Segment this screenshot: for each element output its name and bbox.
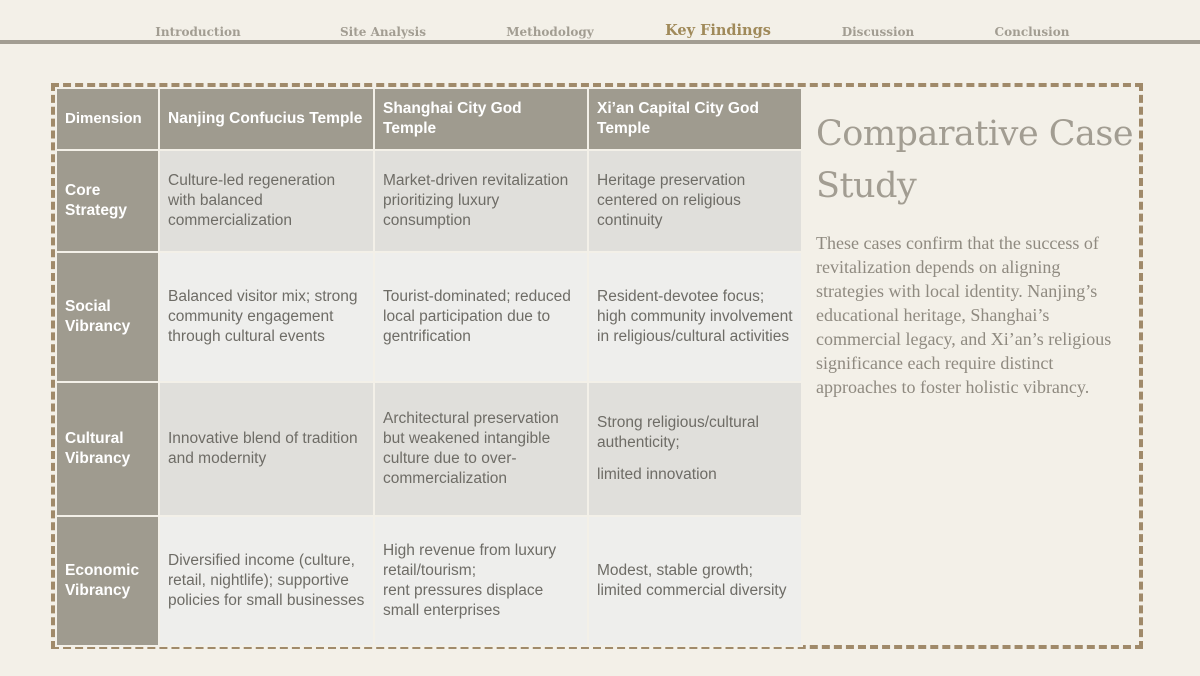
- cell-nanjing-social-vibrancy: Balanced visitor mix; strong community engagement through cultural events: [159, 252, 374, 382]
- header-nanjing: Nanjing Confucius Temple: [159, 88, 374, 150]
- nav-divider: [0, 40, 1200, 44]
- comparison-table: [55, 87, 803, 647]
- cell-nanjing-economic-vibrancy: Diversified income (culture, retail, nightlife); supportive policies for small businesses: [159, 516, 374, 646]
- row-head-economic-vibrancy: Economic Vibrancy: [56, 516, 159, 646]
- table-header-row: [56, 88, 802, 150]
- table-row: [56, 382, 802, 516]
- cell-shanghai-economic-line-2: rent pressures displace small enterprises: [383, 582, 544, 619]
- table-row: [56, 150, 802, 252]
- cell-nanjing-core-strategy: Culture-led regeneration with balanced commercialization: [159, 150, 374, 252]
- cell-shanghai-core-strategy: Market-driven revitalization prioritizing luxury consumption: [374, 150, 588, 252]
- row-head-cultural-vibrancy: Cultural Vibrancy: [56, 382, 159, 516]
- nav-item-discussion[interactable]: Discussion: [841, 25, 915, 39]
- nav-item-conclusion[interactable]: Conclusion: [994, 25, 1070, 39]
- cell-shanghai-social-vibrancy: Tourist-dominated; reduced local participation due to gentrification: [374, 252, 588, 382]
- header-dimension: Dimension: [56, 88, 159, 150]
- table-row: [56, 516, 802, 646]
- cell-xian-cultural-vibrancy: [588, 382, 802, 516]
- nav-item-key-findings[interactable]: Key Findings: [665, 22, 771, 39]
- header-xian: Xi’an Capital City God Temple: [588, 88, 802, 150]
- side-panel-title: Comparative Case Study: [816, 114, 1134, 206]
- cell-xian-cultural-line-2: limited innovation: [597, 466, 717, 483]
- table-row: [56, 252, 802, 382]
- cell-xian-social-vibrancy: Resident-devotee focus; high community involvement in religious/cultural activities: [588, 252, 802, 382]
- row-head-social-vibrancy: Social Vibrancy: [56, 252, 159, 382]
- cell-shanghai-economic-vibrancy: [374, 516, 588, 646]
- top-nav: [0, 0, 1200, 46]
- side-panel-body: These cases confirm that the success of revitalization depends on aligning strategies with local identity. Nanjing’s educational heritage, Shanghai’s commercial legacy, and Xi’an’s religious significance each require distinct approaches to foster holistic vibrancy.: [816, 233, 1112, 397]
- header-shanghai: Shanghai City God Temple: [374, 88, 588, 150]
- nav-item-methodology[interactable]: Methodology: [506, 25, 594, 39]
- cell-xian-cultural-line-1: Strong religious/cultural authenticity;: [597, 414, 759, 451]
- cell-shanghai-economic-line-1: High revenue from luxury retail/tourism;: [383, 542, 557, 579]
- nav-item-site-analysis[interactable]: Site Analysis: [340, 25, 426, 39]
- cell-xian-economic-vibrancy: Modest, stable growth; limited commercial diversity: [588, 516, 802, 646]
- cell-shanghai-cultural-vibrancy: Architectural preservation but weakened intangible culture due to over-commercialization: [374, 382, 588, 516]
- cell-nanjing-cultural-vibrancy: Innovative blend of tradition and modernity: [159, 382, 374, 516]
- cell-xian-core-strategy: Heritage preservation centered on religious continuity: [588, 150, 802, 252]
- row-head-core-strategy: Core Strategy: [56, 150, 159, 252]
- nav-item-introduction[interactable]: Introduction: [155, 25, 241, 39]
